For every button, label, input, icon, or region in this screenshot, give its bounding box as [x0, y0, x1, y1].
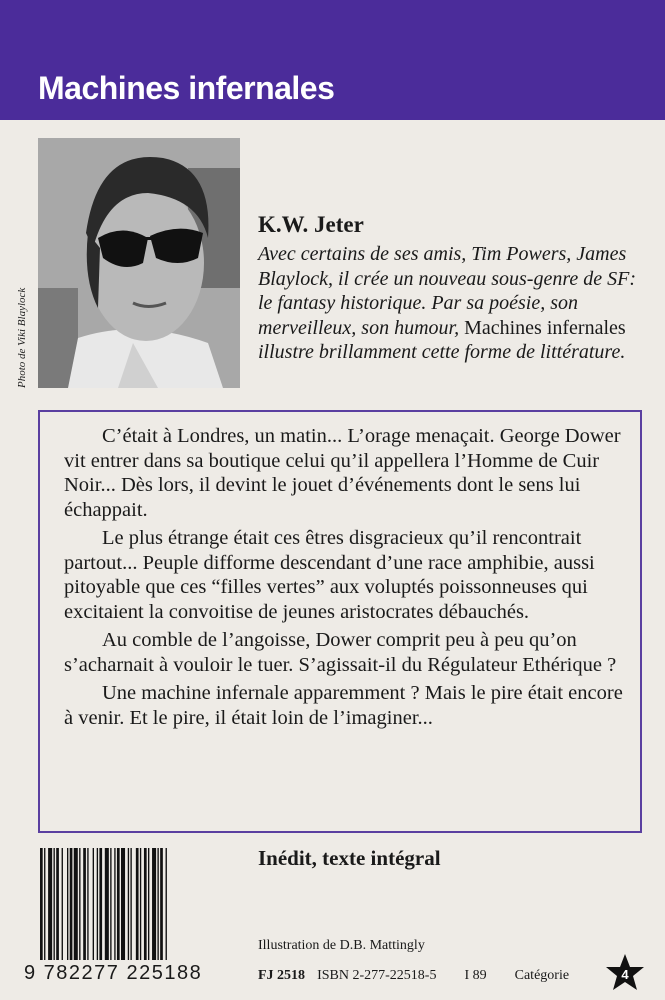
bio-text-1: Avec certains de ses amis, Tim Powers, James Blaylock, il crée un nouveau sous-genre de SF: le fantasy historique. Par sa poésie, son merveilleux, son humour,	[258, 243, 637, 339]
barcode-bar	[79, 848, 80, 960]
barcode-bar	[144, 848, 147, 960]
book-title: Machines infernales	[38, 70, 335, 106]
synopsis-paragraph: Une machine infernale apparemment ? Mais le pire était encore à venir. Et le pire, il était loin de l’imaginer...	[64, 682, 623, 729]
author-photo	[38, 138, 240, 388]
barcode-bar	[67, 848, 68, 960]
barcode-bar	[74, 848, 78, 960]
barcode-bar	[130, 848, 131, 960]
barcode-bar	[99, 848, 102, 960]
barcode-bar	[166, 848, 167, 960]
barcode-bar	[121, 848, 125, 960]
barcode-bar	[83, 848, 86, 960]
category-label: Catégorie	[514, 968, 570, 983]
barcode-bar	[56, 848, 59, 960]
title-banner	[0, 0, 665, 120]
synopsis-paragraph: Au comble de l’angoisse, Dower comprit peu à peu qu’on s’acharnait à vouloir le tuer. S’agissait-il du Régulateur Ethérique ?	[64, 629, 617, 676]
barcode	[38, 848, 244, 968]
barcode-bar	[105, 848, 109, 960]
isbn: ISBN 2-277-22518-5	[317, 968, 437, 983]
barcode-bar	[117, 848, 120, 960]
barcode-bar	[97, 848, 98, 960]
barcode-bar	[160, 848, 163, 960]
barcode-bar	[40, 848, 43, 960]
barcode-number: 9 782277 225188	[24, 962, 203, 984]
barcode-bar	[128, 848, 129, 960]
photo-credit: Photo de Viki Blaylock	[16, 287, 28, 388]
issue-number: I 89	[464, 968, 487, 983]
barcode-bar	[62, 848, 63, 960]
category-number: 4	[621, 967, 629, 982]
synopsis-text	[64, 424, 624, 734]
edition-label: Inédit, texte intégral	[258, 846, 441, 870]
category-star-icon	[605, 952, 645, 992]
barcode-bar	[114, 848, 115, 960]
barcode-bar	[48, 848, 52, 960]
barcode-bar	[93, 848, 94, 960]
barcode-bar	[157, 848, 158, 960]
bio-book-title: Machines infernales	[464, 316, 626, 339]
barcode-bar	[148, 848, 149, 960]
barcode-bar	[110, 848, 111, 960]
synopsis-paragraph: C’était à Londres, un matin... L’orage menaçait. George Dower vit entrer dans sa boutique celui qu’il appellera l’Homme de Cuir Noir... Dès lors, il devint le jouet d’événements dont le sens lui échappait.	[64, 425, 621, 521]
barcode-bar	[136, 848, 139, 960]
illustrator-credit: Illustration de D.B. Mattingly	[258, 938, 425, 953]
bio-text-2: illustre brillamment cette forme de littérature.	[258, 341, 626, 363]
author-name: K.W. Jeter	[258, 212, 364, 237]
author-bio	[258, 242, 638, 365]
collection-code: FJ 2518	[258, 968, 306, 983]
barcode-bar	[152, 848, 156, 960]
barcode-bar	[54, 848, 55, 960]
barcode-bar	[70, 848, 73, 960]
synopsis-paragraph: Le plus étrange était ces êtres disgracieux qu’il rencontrait partout... Peuple difforme descendant d’une race amphibie, aussi pitoyable que ces “filles vertes” aux voluptés poissonneuses qui excitaient la convoitise de jeunes aristocrates débauchés.	[64, 527, 595, 623]
publication-info	[258, 968, 569, 984]
barcode-bar	[87, 848, 88, 960]
barcode-bar	[44, 848, 45, 960]
barcode-bar	[140, 848, 141, 960]
